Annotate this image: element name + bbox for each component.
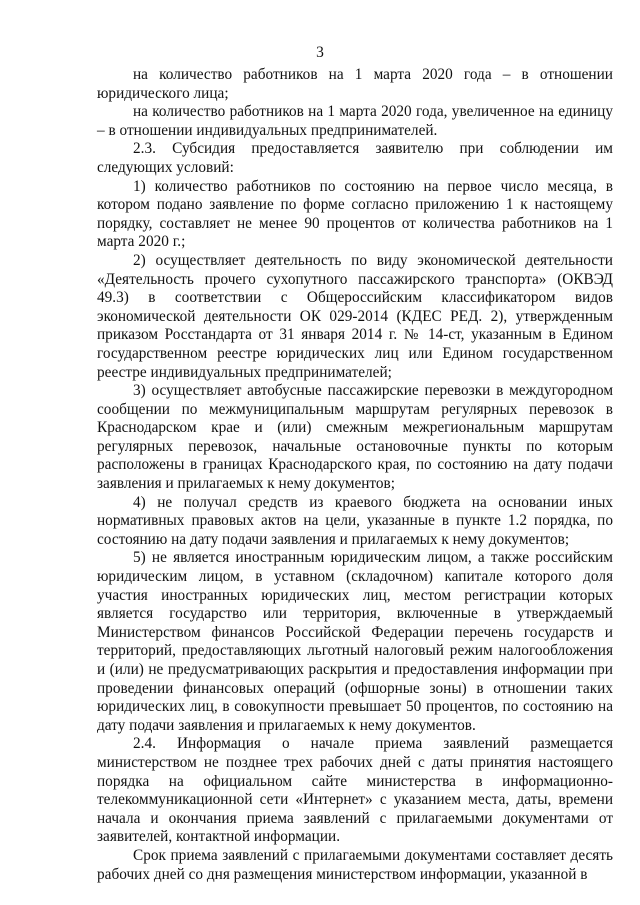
paragraph-section-2-4: 2.4. Информация о начале приема заявлений размещается министерством не позднее трех рабочих дней с даты принятия настоящего порядка на официальном сайте министерства в информационно-телекоммуникационной сети «Интернет» с указанием места, даты, времени начала и окончания приема заявлений с прилагаемыми документами от заявителей, контактной информации. [97,735,613,846]
paragraph-application-period: Срок приема заявлений с прилагаемыми документами составляет десять рабочих дней со дня размещения министерством информации, указанной в [97,846,613,883]
paragraph-condition-4: 4) не получал средств из краевого бюджета на основании иных нормативных правовых актов на цели, указанные в пункте 1.2 порядка, по состоянию на дату подачи заявления и прилагаемых к нему документов; [97,493,613,548]
paragraph-section-2-3: 2.3. Субсидия предоставляется заявителю при соблюдении им следующих условий: [97,140,613,176]
paragraph-entrepreneur-count: на количество работников на 1 марта 2020 года, увеличенное на единицу – в отношении индивидуальных предпринимателей. [97,103,613,139]
paragraph-legal-entity-count: на количество работников на 1 марта 2020 года – в отношении юридического лица; [97,66,613,102]
paragraph-condition-3: 3) осуществляет автобусные пассажирские перевозки в междугородном сообщении по межмуниципальным маршрутам регулярных перевозок в Краснодарском крае и (или) смежным межрегиональным маршрутам регулярных перевозок, начальные остановочные пункты по которым расположены в границах Краснодарского края, по состоянию на дату подачи заявления и прилагаемых к нему документов; [97,382,613,493]
document-body [97,66,613,884]
paragraph-condition-2: 2) осуществляет деятельность по виду экономической деятельности «Деятельность прочего сухопутного пассажирского транспорта» (ОКВЭД 49.3) в соответствии с Общероссийским классификатором видов экономической деятельности ОК 029-2014 (КДЕС РЕД. 2), утвержденным приказом Росстандарта от 31 января 2014 г. № 14-ст, указанным в Едином государственном реестре юридических лиц или Едином государственном реестре индивидуальных предпринимателей; [97,251,613,381]
paragraph-condition-1: 1) количество работников по состоянию на первое число месяца, в котором подано заявление по форме согласно приложению 1 к настоящему порядку, составляет не менее 90 процентов от количества работников на 1 марта 2020 г.; [97,177,613,251]
paragraph-condition-5: 5) не является иностранным юридическим лицом, а также российским юридическим лицом, в уставном (складочном) капитале которого доля участия иностранных юридических лиц, местом регистрации которых является государство или территория, включенные в утверждаемый Министерством финансов Российской Федерации перечень государств и территорий, предоставляющих льготный налоговый режим налогообложения и (или) не предусматривающих раскрытия и предоставления информации при проведении финансовых операций (офшорные зоны) в отношении таких юридических лиц, в совокупности превышает 50 процентов, по состоянию на дату подачи заявления и прилагаемых к нему документов. [97,549,613,734]
page-number: 3 [316,44,324,61]
